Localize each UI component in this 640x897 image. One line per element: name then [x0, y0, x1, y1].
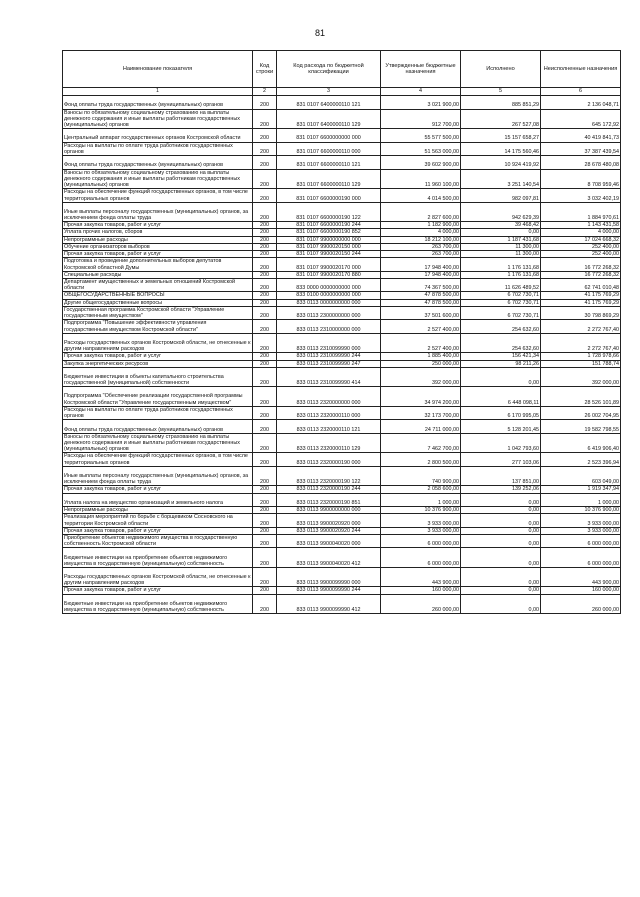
unexecuted-amount-cell: 3 933 000,00	[541, 514, 621, 528]
indicator-name-cell: Непрограммные расходы	[63, 507, 253, 514]
executed-amount-cell: 0,00	[461, 229, 541, 236]
indicator-name-cell: Фонд оплаты труда государственных (муниципальных) органов	[63, 96, 253, 110]
indicator-name-cell: Непрограммные расходы	[63, 236, 253, 243]
indicator-name-cell: Бюджетные инвестиции на приобретение объектов недвижимого имущества в государственную (муниципальную) собственность	[63, 548, 253, 568]
unexecuted-amount-cell: 252 400,00	[541, 251, 621, 258]
page-number: 81	[314, 28, 325, 38]
executed-amount-cell: 0,00	[461, 367, 541, 387]
table-row	[63, 96, 621, 110]
line-code-cell: 200	[253, 229, 277, 236]
column-number: 5	[461, 88, 541, 96]
table-row	[63, 486, 621, 493]
unexecuted-amount-cell: 16 772 268,32	[541, 258, 621, 272]
line-code-cell: 200	[253, 466, 277, 486]
indicator-name-cell: Прочая закупка товаров, работ и услуг	[63, 486, 253, 493]
classification-code-cell: 833 0113 9900020920 244	[277, 527, 381, 534]
executed-amount-cell: 0,00	[461, 587, 541, 594]
indicator-name-cell: Расходы на обеспечение функций государственных органов, в том числе территориальных органов	[63, 189, 253, 203]
table-row	[63, 333, 621, 353]
classification-code-cell: 833 0113 9900040020 412	[277, 548, 381, 568]
unexecuted-amount-cell: 41 175 769,29	[541, 292, 621, 299]
unexecuted-amount-cell: 37 387 439,54	[541, 142, 621, 156]
classification-code-cell: 831 0107 6600000190 122	[277, 202, 381, 222]
classification-code-cell: 833 0113 9900099990 000	[277, 567, 381, 587]
table-row	[63, 236, 621, 243]
approved-amount-cell: 263 700,00	[381, 243, 461, 250]
indicator-name-cell: Бюджетные инвестиции в объекты капитального строительства государственной (муниципальной) собственности	[63, 367, 253, 387]
line-code-cell: 200	[253, 433, 277, 453]
indicator-name-cell: Подготовка и проведение дополнительных выборов депутатов Костромской областной Думы	[63, 258, 253, 272]
executed-amount-cell: 11 626 489,52	[461, 278, 541, 292]
indicator-name-cell: Прочая закупка товаров, работ и услуг	[63, 251, 253, 258]
executed-amount-cell: 254 632,60	[461, 320, 541, 334]
table-row	[63, 202, 621, 222]
approved-amount-cell: 7 462 700,00	[381, 433, 461, 453]
line-code-cell: 200	[253, 507, 277, 514]
budget-execution-table	[62, 50, 621, 614]
indicator-name-cell: Другие общегосударственные вопросы	[63, 299, 253, 306]
unexecuted-amount-cell: 6 000 000,00	[541, 534, 621, 548]
line-code-cell: 200	[253, 387, 277, 407]
executed-amount-cell: 0,00	[461, 548, 541, 568]
classification-code-cell: 833 0113 9900000000 000	[277, 507, 381, 514]
unexecuted-amount-cell: 8 708 959,46	[541, 169, 621, 189]
indicator-name-cell: Подпрограмма "Повышение эффективности управления государственным имуществом Костромской области"	[63, 320, 253, 334]
header-indicator-name: Наименование показателя	[63, 51, 253, 88]
executed-amount-cell: 982 097,81	[461, 189, 541, 203]
line-code-cell: 200	[253, 353, 277, 360]
indicator-name-cell: Фонд оплаты труда государственных (муниципальных) органов	[63, 156, 253, 170]
indicator-name-cell: Прочая закупка товаров, работ и услуг	[63, 222, 253, 229]
unexecuted-amount-cell: 151 788,74	[541, 360, 621, 367]
table-row	[63, 243, 621, 250]
table-row	[63, 387, 621, 407]
classification-code-cell: 833 0113 2320000190 851	[277, 493, 381, 507]
line-code-cell: 200	[253, 156, 277, 170]
indicator-name-cell: Центральный аппарат государственных органов Костромской области	[63, 129, 253, 143]
executed-amount-cell: 6 702 730,71	[461, 292, 541, 299]
column-number: 6	[541, 88, 621, 96]
unexecuted-amount-cell: 1 143 431,58	[541, 222, 621, 229]
table-row	[63, 527, 621, 534]
indicator-name-cell: Иные выплаты персоналу государственных (муниципальных) органов, за исключением фонда оплаты труда	[63, 466, 253, 486]
table-row	[63, 507, 621, 514]
executed-amount-cell: 39 468,42	[461, 222, 541, 229]
indicator-name-cell: Государственная программа Костромской области "Управление государственным имуществом"	[63, 306, 253, 320]
table-body	[63, 96, 621, 614]
unexecuted-amount-cell: 2 272 767,40	[541, 333, 621, 353]
approved-amount-cell: 3 021 900,00	[381, 96, 461, 110]
classification-code-cell: 831 0107 6600000110 000	[277, 142, 381, 156]
approved-amount-cell: 11 960 100,00	[381, 169, 461, 189]
indicator-name-cell: Расходы государственных органов Костромской области, не отнесенные к другим направлениям расходов	[63, 567, 253, 587]
approved-amount-cell: 47 878 500,00	[381, 292, 461, 299]
classification-code-cell: 831 0107 6600000000 000	[277, 129, 381, 143]
executed-amount-cell: 14 175 560,46	[461, 142, 541, 156]
line-code-cell: 200	[253, 243, 277, 250]
line-code-cell: 200	[253, 514, 277, 528]
table-row	[63, 453, 621, 467]
indicator-name-cell: Реализация мероприятий по борьбе с борщевиком Сосновского на территории Костромской области	[63, 514, 253, 528]
header-budget-classification: Код расхода по бюджетной классификации	[277, 51, 381, 88]
line-code-cell: 200	[253, 271, 277, 278]
classification-code-cell: 833 0000 0000000000 000	[277, 278, 381, 292]
indicator-name-cell: Уплата прочих налогов, сборов	[63, 229, 253, 236]
line-code-cell: 200	[253, 527, 277, 534]
indicator-name-cell: Иные выплаты персоналу государственных (муниципальных) органов, за исключением фонда оплаты труда	[63, 202, 253, 222]
line-code-cell: 200	[253, 548, 277, 568]
executed-amount-cell: 15 157 658,27	[461, 129, 541, 143]
approved-amount-cell: 2 058 600,00	[381, 486, 461, 493]
classification-code-cell: 831 0107 9900000000 000	[277, 236, 381, 243]
unexecuted-amount-cell: 252 400,00	[541, 243, 621, 250]
unexecuted-amount-cell: 603 049,00	[541, 466, 621, 486]
executed-amount-cell: 0,00	[461, 514, 541, 528]
line-code-cell: 200	[253, 278, 277, 292]
line-code-cell: 200	[253, 594, 277, 614]
classification-code-cell: 831 0107 9900020170 880	[277, 271, 381, 278]
unexecuted-amount-cell: 19 582 798,55	[541, 420, 621, 434]
classification-code-cell: 831 0107 9900020170 000	[277, 258, 381, 272]
table-row	[63, 567, 621, 587]
approved-amount-cell: 18 212 100,00	[381, 236, 461, 243]
header-line-code: Код строки	[253, 51, 277, 88]
indicator-name-cell: Взносы по обязательному социальному страхованию на выплаты денежного содержания и иные выплаты работникам государственных (муниципальных) органов	[63, 169, 253, 189]
indicator-name-cell: Взносы по обязательному социальному страхованию на выплаты денежного содержания и иные выплаты работникам государственных (муниципальных) органов	[63, 109, 253, 129]
unexecuted-amount-cell: 6 419 906,40	[541, 433, 621, 453]
approved-amount-cell: 10 376 900,00	[381, 507, 461, 514]
table-row	[63, 594, 621, 614]
approved-amount-cell: 32 173 700,00	[381, 406, 461, 420]
indicator-name-cell: Специальные расходы	[63, 271, 253, 278]
line-code-cell: 200	[253, 567, 277, 587]
header-unexecuted: Неисполненные назначения	[541, 51, 621, 88]
indicator-name-cell: Подпрограмма "Обеспечение реализации государственной программы Костромской области "Управление государственным имуществом"	[63, 387, 253, 407]
indicator-name-cell: Расходы на выплаты по оплате труда работников государственных органов	[63, 142, 253, 156]
approved-amount-cell: 39 602 900,00	[381, 156, 461, 170]
executed-amount-cell: 5 128 201,45	[461, 420, 541, 434]
table-row	[63, 189, 621, 203]
unexecuted-amount-cell: 41 175 769,29	[541, 299, 621, 306]
line-code-cell: 200	[253, 420, 277, 434]
table-row	[63, 292, 621, 299]
unexecuted-amount-cell: 3 032 402,19	[541, 189, 621, 203]
classification-code-cell: 833 0113 9900040020 000	[277, 534, 381, 548]
table-row	[63, 129, 621, 143]
approved-amount-cell: 3 933 000,00	[381, 527, 461, 534]
indicator-name-cell: Закупка энергетических ресурсов	[63, 360, 253, 367]
classification-code-cell: 833 0113 2310099990 244	[277, 353, 381, 360]
executed-amount-cell: 942 629,39	[461, 202, 541, 222]
executed-amount-cell: 1 042 793,60	[461, 433, 541, 453]
table-header-row	[63, 51, 621, 88]
column-number: 2	[253, 88, 277, 96]
table-row	[63, 353, 621, 360]
approved-amount-cell: 1 885 400,00	[381, 353, 461, 360]
executed-amount-cell: 1 176 131,68	[461, 271, 541, 278]
indicator-name-cell: Бюджетные инвестиции на приобретение объектов недвижимого имущества в государственную (муниципальную) собственность	[63, 594, 253, 614]
approved-amount-cell: 17 948 400,00	[381, 271, 461, 278]
executed-amount-cell: 156 421,34	[461, 353, 541, 360]
approved-amount-cell: 250 000,00	[381, 360, 461, 367]
table-row	[63, 222, 621, 229]
table-row	[63, 367, 621, 387]
column-number: 1	[63, 88, 253, 96]
line-code-cell: 200	[253, 406, 277, 420]
unexecuted-amount-cell: 10 376 900,00	[541, 507, 621, 514]
approved-amount-cell: 2 527 400,00	[381, 333, 461, 353]
unexecuted-amount-cell: 1 919 347,94	[541, 486, 621, 493]
executed-amount-cell: 137 851,00	[461, 466, 541, 486]
table-row	[63, 156, 621, 170]
unexecuted-amount-cell: 40 419 841,73	[541, 129, 621, 143]
line-code-cell: 200	[253, 236, 277, 243]
executed-amount-cell: 6 170 995,05	[461, 406, 541, 420]
unexecuted-amount-cell: 1 884 970,61	[541, 202, 621, 222]
line-code-cell: 200	[253, 251, 277, 258]
executed-amount-cell: 0,00	[461, 594, 541, 614]
header-executed: Исполнено	[461, 51, 541, 88]
unexecuted-amount-cell: 1 728 978,66	[541, 353, 621, 360]
approved-amount-cell: 160 000,00	[381, 587, 461, 594]
table-row	[63, 258, 621, 272]
indicator-name-cell: Расходы государственных органов Костромской области, не отнесенные к другим направлениям расходов	[63, 333, 253, 353]
unexecuted-amount-cell: 28 526 101,89	[541, 387, 621, 407]
classification-code-cell: 833 0113 2310099990 247	[277, 360, 381, 367]
executed-amount-cell: 277 103,06	[461, 453, 541, 467]
table-row	[63, 278, 621, 292]
classification-code-cell: 833 0113 9900099990 412	[277, 594, 381, 614]
classification-code-cell: 833 0113 2310099990 000	[277, 333, 381, 353]
unexecuted-amount-cell: 6 000 000,00	[541, 548, 621, 568]
classification-code-cell: 831 0107 6400000110 129	[277, 109, 381, 129]
approved-amount-cell: 74 367 500,00	[381, 278, 461, 292]
indicator-name-cell: Приобретение объектов недвижимого имущества в государственную собственность Костромской области	[63, 534, 253, 548]
unexecuted-amount-cell: 62 741 010,48	[541, 278, 621, 292]
line-code-cell: 200	[253, 333, 277, 353]
executed-amount-cell: 10 924 419,92	[461, 156, 541, 170]
classification-code-cell: 833 0113 2320000190 244	[277, 486, 381, 493]
table-row	[63, 109, 621, 129]
executed-amount-cell: 11 300,00	[461, 251, 541, 258]
approved-amount-cell: 6 000 000,00	[381, 534, 461, 548]
executed-amount-cell: 1 176 131,68	[461, 258, 541, 272]
approved-amount-cell: 3 933 000,00	[381, 514, 461, 528]
line-code-cell: 200	[253, 320, 277, 334]
indicator-name-cell: Уплата налога на имущество организаций и земельного налога	[63, 493, 253, 507]
indicator-name-cell: Расходы на выплаты по оплате труда работников государственных органов	[63, 406, 253, 420]
unexecuted-amount-cell: 260 000,00	[541, 594, 621, 614]
unexecuted-amount-cell: 443 900,00	[541, 567, 621, 587]
unexecuted-amount-cell: 1 000,00	[541, 493, 621, 507]
approved-amount-cell: 443 900,00	[381, 567, 461, 587]
line-code-cell: 200	[253, 587, 277, 594]
unexecuted-amount-cell: 28 678 480,08	[541, 156, 621, 170]
classification-code-cell: 833 0113 2320000110 121	[277, 420, 381, 434]
indicator-name-cell: Департамент имущественных и земельных отношений Костромской области	[63, 278, 253, 292]
table-row	[63, 306, 621, 320]
classification-code-cell: 833 0113 2300000000 000	[277, 306, 381, 320]
unexecuted-amount-cell: 16 772 268,32	[541, 271, 621, 278]
classification-code-cell: 831 0107 6400000110 121	[277, 96, 381, 110]
classification-code-cell: 831 0107 9900020150 000	[277, 243, 381, 250]
unexecuted-amount-cell: 2 523 396,94	[541, 453, 621, 467]
indicator-name-cell: ОБЩЕГОСУДАРСТВЕННЫЕ ВОПРОСЫ	[63, 292, 253, 299]
indicator-name-cell: Фонд оплаты труда государственных (муниципальных) органов	[63, 420, 253, 434]
approved-amount-cell: 1 182 900,00	[381, 222, 461, 229]
approved-amount-cell: 4 000,00	[381, 229, 461, 236]
line-code-cell: 200	[253, 486, 277, 493]
approved-amount-cell: 392 000,00	[381, 367, 461, 387]
column-number-row	[63, 88, 621, 96]
approved-amount-cell: 51 563 000,00	[381, 142, 461, 156]
table-row	[63, 360, 621, 367]
approved-amount-cell: 260 000,00	[381, 594, 461, 614]
line-code-cell: 200	[253, 453, 277, 467]
classification-code-cell: 833 0113 9900020920 000	[277, 514, 381, 528]
indicator-name-cell: Обучение организаторов выборов	[63, 243, 253, 250]
table-row	[63, 142, 621, 156]
line-code-cell: 200	[253, 534, 277, 548]
approved-amount-cell: 47 878 500,00	[381, 299, 461, 306]
line-code-cell: 200	[253, 306, 277, 320]
table-row	[63, 406, 621, 420]
line-code-cell: 200	[253, 96, 277, 110]
line-code-cell: 200	[253, 258, 277, 272]
executed-amount-cell: 0,00	[461, 527, 541, 534]
executed-amount-cell: 0,00	[461, 493, 541, 507]
classification-code-cell: 833 0113 9900099990 244	[277, 587, 381, 594]
executed-amount-cell: 98 211,26	[461, 360, 541, 367]
table-row	[63, 587, 621, 594]
line-code-cell: 200	[253, 222, 277, 229]
indicator-name-cell: Расходы на обеспечение функций государственных органов, в том числе территориальных органов	[63, 453, 253, 467]
executed-amount-cell: 885 851,29	[461, 96, 541, 110]
approved-amount-cell: 37 501 600,00	[381, 306, 461, 320]
table-row	[63, 514, 621, 528]
approved-amount-cell: 740 900,00	[381, 466, 461, 486]
line-code-cell: 200	[253, 367, 277, 387]
approved-amount-cell: 263 700,00	[381, 251, 461, 258]
unexecuted-amount-cell: 2 136 048,71	[541, 96, 621, 110]
classification-code-cell: 833 0113 2320000110 000	[277, 406, 381, 420]
approved-amount-cell: 17 948 400,00	[381, 258, 461, 272]
table-row	[63, 229, 621, 236]
unexecuted-amount-cell: 3 933 000,00	[541, 527, 621, 534]
classification-code-cell: 833 0113 2320000110 129	[277, 433, 381, 453]
approved-amount-cell: 6 000 000,00	[381, 548, 461, 568]
table-row	[63, 433, 621, 453]
approved-amount-cell: 2 527 400,00	[381, 320, 461, 334]
table-row	[63, 493, 621, 507]
classification-code-cell: 831 0107 6600000190 000	[277, 189, 381, 203]
executed-amount-cell: 6 702 730,71	[461, 299, 541, 306]
table-row	[63, 534, 621, 548]
unexecuted-amount-cell: 17 024 668,32	[541, 236, 621, 243]
approved-amount-cell: 34 974 200,00	[381, 387, 461, 407]
unexecuted-amount-cell: 30 798 869,29	[541, 306, 621, 320]
indicator-name-cell: Взносы по обязательному социальному страхованию на выплаты денежного содержания и иные выплаты работникам государственных (муниципальных) органов	[63, 433, 253, 453]
line-code-cell: 200	[253, 493, 277, 507]
executed-amount-cell: 1 187 431,68	[461, 236, 541, 243]
table-row	[63, 320, 621, 334]
line-code-cell: 200	[253, 129, 277, 143]
approved-amount-cell: 912 700,00	[381, 109, 461, 129]
line-code-cell: 200	[253, 169, 277, 189]
approved-amount-cell: 24 711 000,00	[381, 420, 461, 434]
table-row	[63, 466, 621, 486]
approved-amount-cell: 1 000,00	[381, 493, 461, 507]
executed-amount-cell: 3 251 140,54	[461, 169, 541, 189]
approved-amount-cell: 4 014 500,00	[381, 189, 461, 203]
executed-amount-cell: 0,00	[461, 507, 541, 514]
unexecuted-amount-cell: 2 272 767,40	[541, 320, 621, 334]
column-number: 4	[381, 88, 461, 96]
indicator-name-cell: Прочая закупка товаров, работ и услуг	[63, 353, 253, 360]
table-row	[63, 251, 621, 258]
unexecuted-amount-cell: 26 002 704,95	[541, 406, 621, 420]
table-row	[63, 299, 621, 306]
approved-amount-cell: 55 577 500,00	[381, 129, 461, 143]
header-approved: Утвержденные бюджетные назначения	[381, 51, 461, 88]
unexecuted-amount-cell: 160 000,00	[541, 587, 621, 594]
approved-amount-cell: 2 800 500,00	[381, 453, 461, 467]
executed-amount-cell: 267 527,08	[461, 109, 541, 129]
unexecuted-amount-cell: 4 000,00	[541, 229, 621, 236]
executed-amount-cell: 0,00	[461, 534, 541, 548]
classification-code-cell: 833 0113 2310000000 000	[277, 320, 381, 334]
column-number: 3	[277, 88, 381, 96]
line-code-cell: 200	[253, 189, 277, 203]
classification-code-cell: 831 0107 9900020150 244	[277, 251, 381, 258]
line-code-cell: 200	[253, 360, 277, 367]
classification-code-cell: 831 0107 6600000190 852	[277, 229, 381, 236]
line-code-cell: 200	[253, 292, 277, 299]
line-code-cell: 200	[253, 109, 277, 129]
indicator-name-cell: Прочая закупка товаров, работ и услуг	[63, 587, 253, 594]
line-code-cell: 200	[253, 202, 277, 222]
line-code-cell: 200	[253, 142, 277, 156]
unexecuted-amount-cell: 645 172,92	[541, 109, 621, 129]
executed-amount-cell: 6 702 730,71	[461, 306, 541, 320]
table-row	[63, 548, 621, 568]
classification-code-cell: 831 0107 6600000190 244	[277, 222, 381, 229]
table-row	[63, 420, 621, 434]
executed-amount-cell: 6 448 098,11	[461, 387, 541, 407]
executed-amount-cell: 139 252,06	[461, 486, 541, 493]
table-row	[63, 169, 621, 189]
classification-code-cell: 831 0107 6600000110 129	[277, 169, 381, 189]
executed-amount-cell: 0,00	[461, 567, 541, 587]
classification-code-cell: 833 0113 2320000190 000	[277, 453, 381, 467]
indicator-name-cell: Прочая закупка товаров, работ и услуг	[63, 527, 253, 534]
classification-code-cell: 833 0100 0000000000 000	[277, 292, 381, 299]
classification-code-cell: 833 0113 2320000000 000	[277, 387, 381, 407]
classification-code-cell: 831 0107 6600000110 121	[277, 156, 381, 170]
executed-amount-cell: 254 632,60	[461, 333, 541, 353]
table-row	[63, 271, 621, 278]
executed-amount-cell: 11 300,00	[461, 243, 541, 250]
classification-code-cell: 833 0113 2310099990 414	[277, 367, 381, 387]
classification-code-cell: 833 0113 2320000190 122	[277, 466, 381, 486]
approved-amount-cell: 2 827 600,00	[381, 202, 461, 222]
unexecuted-amount-cell: 392 000,00	[541, 367, 621, 387]
line-code-cell: 200	[253, 299, 277, 306]
classification-code-cell: 833 0113 0000000000 000	[277, 299, 381, 306]
